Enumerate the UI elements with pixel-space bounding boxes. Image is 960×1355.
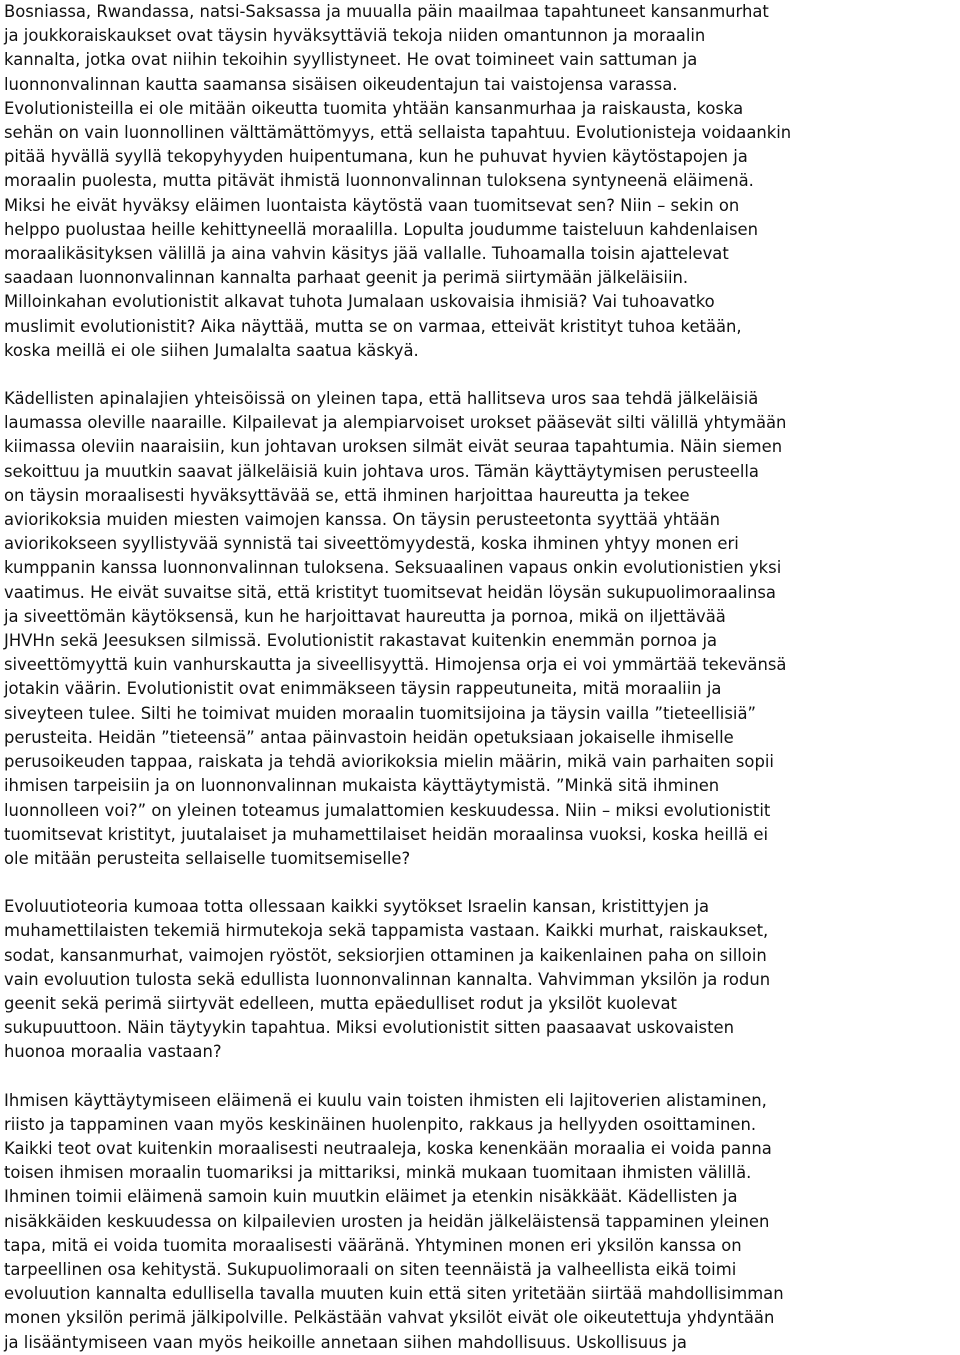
text-line: siveettömyyttä kuin vanhurskautta ja siveellisyyttä. Himojensa orja ei voi ymmärtää tekevänsä	[4, 655, 787, 675]
paragraph-2	[4, 387, 956, 871]
text-line: ja siveettömän käytöksensä, kun he harjoittavat haureutta ja pornoa, mikä on iljettävää	[4, 606, 726, 626]
text-line: riisto ja tappaminen vaan myös keskinäinen huolenpito, rakkaus ja hellyyden osoittaminen.	[4, 1114, 757, 1134]
text-line: luonnolleen voi?” on yleinen toteamus jumalattomien keskuudessa. Niin – miksi evolutionistit	[4, 800, 771, 820]
text-line: laumassa oleville naaraille. Kilpailevat ja alempiarvoiset urokset pääsevät silti välillä yhtymään	[4, 413, 787, 433]
text-line: sehän on vain luonnollinen välttämättömyys, että sellaista tapahtuu. Evolutionisteja voidaankin	[4, 123, 792, 143]
text-line: saadaan luonnonvalinnan kannalta parhaat geenit ja perimä siirtymään jälkeläisiin.	[4, 268, 689, 288]
text-line: muslimit evolutionistit? Aika näyttää, mutta se on varmaa, etteivät kristityt tuhoa ketään,	[4, 316, 742, 336]
text-line: nisäkkäiden keskuudessa on kilpailevien urosten ja heidän jälkeläistensä tappaminen yleinen	[4, 1211, 770, 1231]
text-line: koska meillä ei ole siihen Jumalalta saatua käskyä.	[4, 340, 419, 360]
text-line: JHVHn sekä Jeesuksen silmissä. Evolutionistit rakastavat kuitenkin enemmän pornoa ja	[4, 631, 718, 651]
text-line: aviorikokseen syyllistyvää synnistä tai siveettömyydestä, koska ihminen yhtyy monen eri	[4, 534, 739, 554]
text-line: kannalta, jotka ovat niihin tekoihin syyllistyneet. He ovat toimineet vain sattuman ja	[4, 50, 698, 70]
paragraph-3	[4, 895, 956, 1064]
paragraph-gap	[4, 1065, 956, 1089]
text-line: luonnonvalinnan kautta saamansa sisäisen oikeudentajun tai vaistojensa varassa.	[4, 74, 678, 94]
text-line: toisen ihmisen moraalin tuomariksi ja mittariksi, minkä mukaan tuomitaan ihmisten välillä.	[4, 1163, 752, 1183]
text-line: tuomitsevat kristityt, juutalaiset ja muhamettilaiset heidän moraalinsa vuoksi, koska heillä ei	[4, 824, 769, 844]
text-line: sekoittuu ja muutkin saavat jälkeläisiä kuin johtava uros. Tämän käyttäytymisen perusteella	[4, 461, 759, 481]
text-line: moraalikäsityksen välillä ja aina vahvin käsitys jää vallalle. Tuhoamalla toisin ajattelevat	[4, 244, 729, 264]
text-line: muhamettilaisten tekemiä hirmutekoja sekä tappamista vastaan. Kaikki murhat, raiskaukset,	[4, 921, 769, 941]
text-line: huonoa moraalia vastaan?	[4, 1042, 222, 1062]
text-line: kiimassa oleviin naaraisiin, kun johtavan uroksen silmät eivät seuraa tapahtumia. Näin siemen	[4, 437, 783, 457]
text-line: Miksi he eivät hyväksy eläimen luontaista käytöstä vaan tuomitsevat sen? Niin – sekin on	[4, 195, 740, 215]
paragraph-gap	[4, 871, 956, 895]
paragraph-gap	[4, 363, 956, 387]
text-line: Ihmisen käyttäytymiseen eläimenä ei kuulu vain toisten ihmisten eli lajitoverien alistaminen,	[4, 1090, 767, 1110]
text-line: kumppanin kanssa luonnonvalinnan tuloksena. Seksuaalinen vapaus onkin evolutionistien yksi	[4, 558, 782, 578]
text-line: geenit sekä perimä siirtyvät edelleen, mutta epäedulliset rodut ja yksilöt kuolevat	[4, 993, 677, 1013]
text-line: vaatimus. He eivät suvaitse sitä, että kristityt tuomitsevat heidän löysän sukupuolimoraalinsa	[4, 582, 776, 602]
text-line: on täysin moraalisesti hyväksyttävää se, että ihminen harjoittaa haureutta ja tekee	[4, 485, 690, 505]
text-line: tarpeellinen osa kehitystä. Sukupuolimoraali on siten teennäistä ja valheellista eikä toimi	[4, 1259, 737, 1279]
text-line: aviorikoksia muiden miesten vaimojen kanssa. On täysin perusteetonta syyttää yhtään	[4, 510, 721, 530]
text-line: ole mitään perusteita sellaiselle tuomitsemiselle?	[4, 848, 411, 868]
document-body	[4, 0, 956, 1355]
text-line: perusteita. Heidän ”tieteensä” antaa päinvastoin heidän opetuksiaan jokaiselle ihmiselle	[4, 727, 734, 747]
text-line: Milloinkahan evolutionistit alkavat tuhota Jumalaan uskovaisia ihmisiä? Vai tuhoavatko	[4, 292, 715, 312]
text-line: Ihminen toimii eläimenä samoin kuin muutkin eläimet ja etenkin nisäkkäät. Kädellisten ja	[4, 1187, 738, 1207]
text-line: Evoluutioteoria kumoaa totta ollessaan kaikki syytökset Israelin kansan, kristittyjen ja	[4, 897, 710, 917]
paragraph-4	[4, 1089, 956, 1355]
text-line: helppo puolustaa heille kehittyneellä moraalilla. Lopulta joudumme taisteluun kahdenlaisen	[4, 219, 759, 239]
text-line: tapa, mitä ei voida tuomita moraalisesti vääränä. Yhtyminen monen eri yksilön kanssa on	[4, 1235, 742, 1255]
text-line: Bosniassa, Rwandassa, natsi-Saksassa ja muualla päin maailmaa tapahtuneet kansanmurhat	[4, 2, 769, 21]
text-line: Evolutionisteilla ei ole mitään oikeutta tuomita yhtään kansanmurhaa ja raiskausta, koska	[4, 98, 744, 118]
text-line: moraalin puolesta, mutta pitävät ihmistä luonnonvalinnan tuloksena syntyneenä eläimenä.	[4, 171, 754, 191]
text-line: sukupuuttoon. Näin täytyykin tapahtua. Miksi evolutionistit sitten paasaavat uskovaisten	[4, 1018, 734, 1038]
paragraph-1	[4, 0, 956, 363]
text-line: Kädellisten apinalajien yhteisöissä on yleinen tapa, että hallitseva uros saa tehdä jälkeläisiä	[4, 389, 759, 409]
text-line: jotakin väärin. Evolutionistit ovat enimmäkseen täysin rappeutuneita, mitä moraaliin ja	[4, 679, 722, 699]
text-line: monen yksilön perimä jälkipolville. Pelkästään vahvat yksilöt eivät ole oikeutettuja yhdyntään	[4, 1308, 775, 1328]
text-line: vain evoluution tulosta sekä edullista luonnonvalinnan kannalta. Vahvimman yksilön ja rodun	[4, 969, 771, 989]
text-line: Kaikki teot ovat kuitenkin moraalisesti neutraaleja, koska kenenkään moraalia ei voida panna	[4, 1138, 772, 1158]
text-line: pitää hyvällä syyllä tekopyhyyden huipentumana, kun he puhuvat hyvien käytöstapojen ja	[4, 147, 748, 167]
text-line: evoluution kannalta edullisella tavalla muuten kuin että siten yritetään siirtää mahdollisimman	[4, 1284, 784, 1304]
text-line: ja lisääntymiseen vaan myös heikoille annetaan siihen mahdollisuus. Uskollisuus ja	[4, 1332, 687, 1352]
text-line: siveyteen tulee. Silti he toimivat muiden moraalin tuomitsijoina ja täysin vailla ”tieteellisiä”	[4, 703, 756, 723]
text-line: perusoikeuden tappaa, raiskata ja tehdä aviorikoksia mielin määrin, mikä vain parhaiten sopii	[4, 752, 774, 772]
text-line: ja joukkoraiskaukset ovat täysin hyväksyttäviä tekoja niiden omantunnon ja moraalin	[4, 26, 706, 46]
text-line: sodat, kansanmurhat, vaimojen ryöstöt, seksiorjien ottaminen ja kaikenlainen paha on silloin	[4, 945, 767, 965]
text-line: ihmisen tarpeisiin ja on luonnonvalinnan mukaista käyttäytymistä. ”Minkä sitä ihminen	[4, 776, 720, 796]
